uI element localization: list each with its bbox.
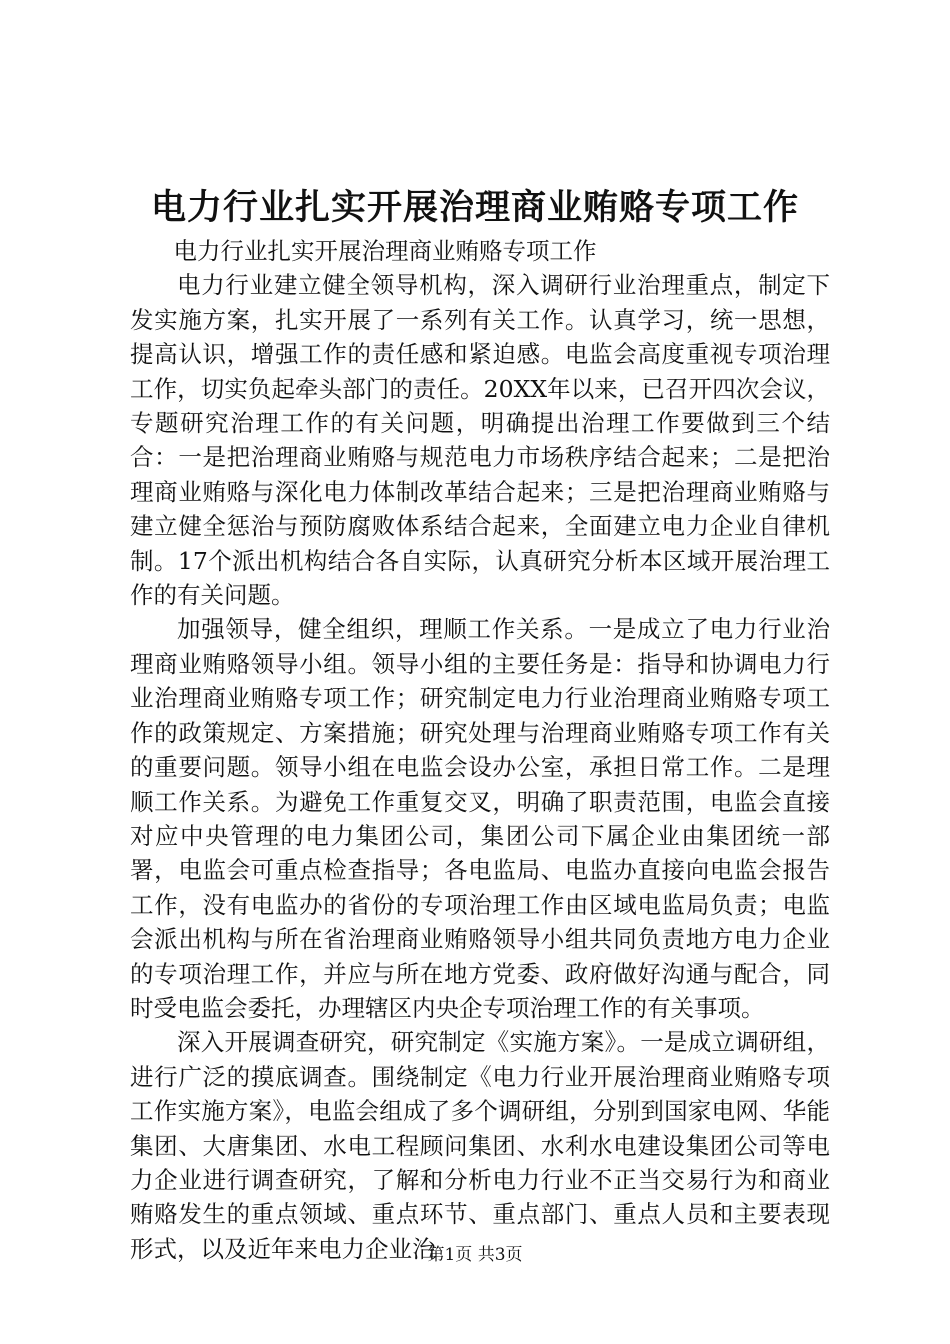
paragraph-3: 深入开展调查研究，研究制定《实施方案》。一是成立调研组，进行广泛的摸底调查。围绕制定《电力行业开展治理商业贿赂专项工作实施方案》，电监会组成了多个调研组，分别到国家电网、华能集团、大唐集团、水电工程顾问集团、水利水电建设集团公司等电力企业进行调查研究，了解和分析电力行业不正当交易行为和商业贿赂发生的重点领域、重点环节、重点部门、重点人员和主要表现形式，以及近年来电力企业治	[130, 1028, 830, 1263]
paragraph-2: 加强领导，健全组织，理顺工作关系。一是成立了电力行业治理商业贿赂领导小组。领导小组的主要任务是：指导和协调电力行业治理商业贿赂专项工作；研究制定电力行业治理商业贿赂专项工作的政策规定、方案措施；研究处理与治理商业贿赂专项工作有关的重要问题。领导小组在电监会设办公室，承担日常工作。二是理顺工作关系。为避免工作重复交叉，明确了职责范围，电监会直接对应中央管理的电力集团公司，集团公司下属企业由集团统一部署，电监会可重点检查指导；各电监局、电监办直接向电监会报告工作，没有电监办的省份的专项治理工作由区域电监局负责；电监会派出机构与所在省治理商业贿赂领导小组共同负责地方电力企业的专项治理工作，并应与所在地方党委、政府做好沟通与配合，同时受电监会委托，办理辖区内央企专项治理工作的有关事项。	[130, 615, 830, 1022]
document-body	[130, 234, 830, 1266]
document-subtitle: 电力行业扎实开展治理商业贿赂专项工作	[173, 237, 597, 265]
page-footer: 第1页 共3页	[427, 1245, 523, 1265]
document-title: 电力行业扎实开展治理商业贿赂专项工作	[150, 187, 799, 228]
paragraph-1: 电力行业建立健全领导机构，深入调研行业治理重点，制定下发实施方案，扎实开展了一系列有关工作。认真学习，统一思想，提高认识，增强工作的责任感和紧迫感。电监会高度重视专项治理工作，切实负起牵头部门的责任。20XX年以来，已召开四次会议，专题研究治理工作的有关问题，明确提出治理工作要做到三个结合：一是把治理商业贿赂与规范电力市场秩序结合起来；二是把治理商业贿赂与深化电力体制改革结合起来；三是把治理商业贿赂与建立健全惩治与预防腐败体系结合起来，全面建立电力企业自律机制。17个派出机构结合各自实际，认真研究分析本区域开展治理工作的有关问题。	[130, 271, 830, 610]
